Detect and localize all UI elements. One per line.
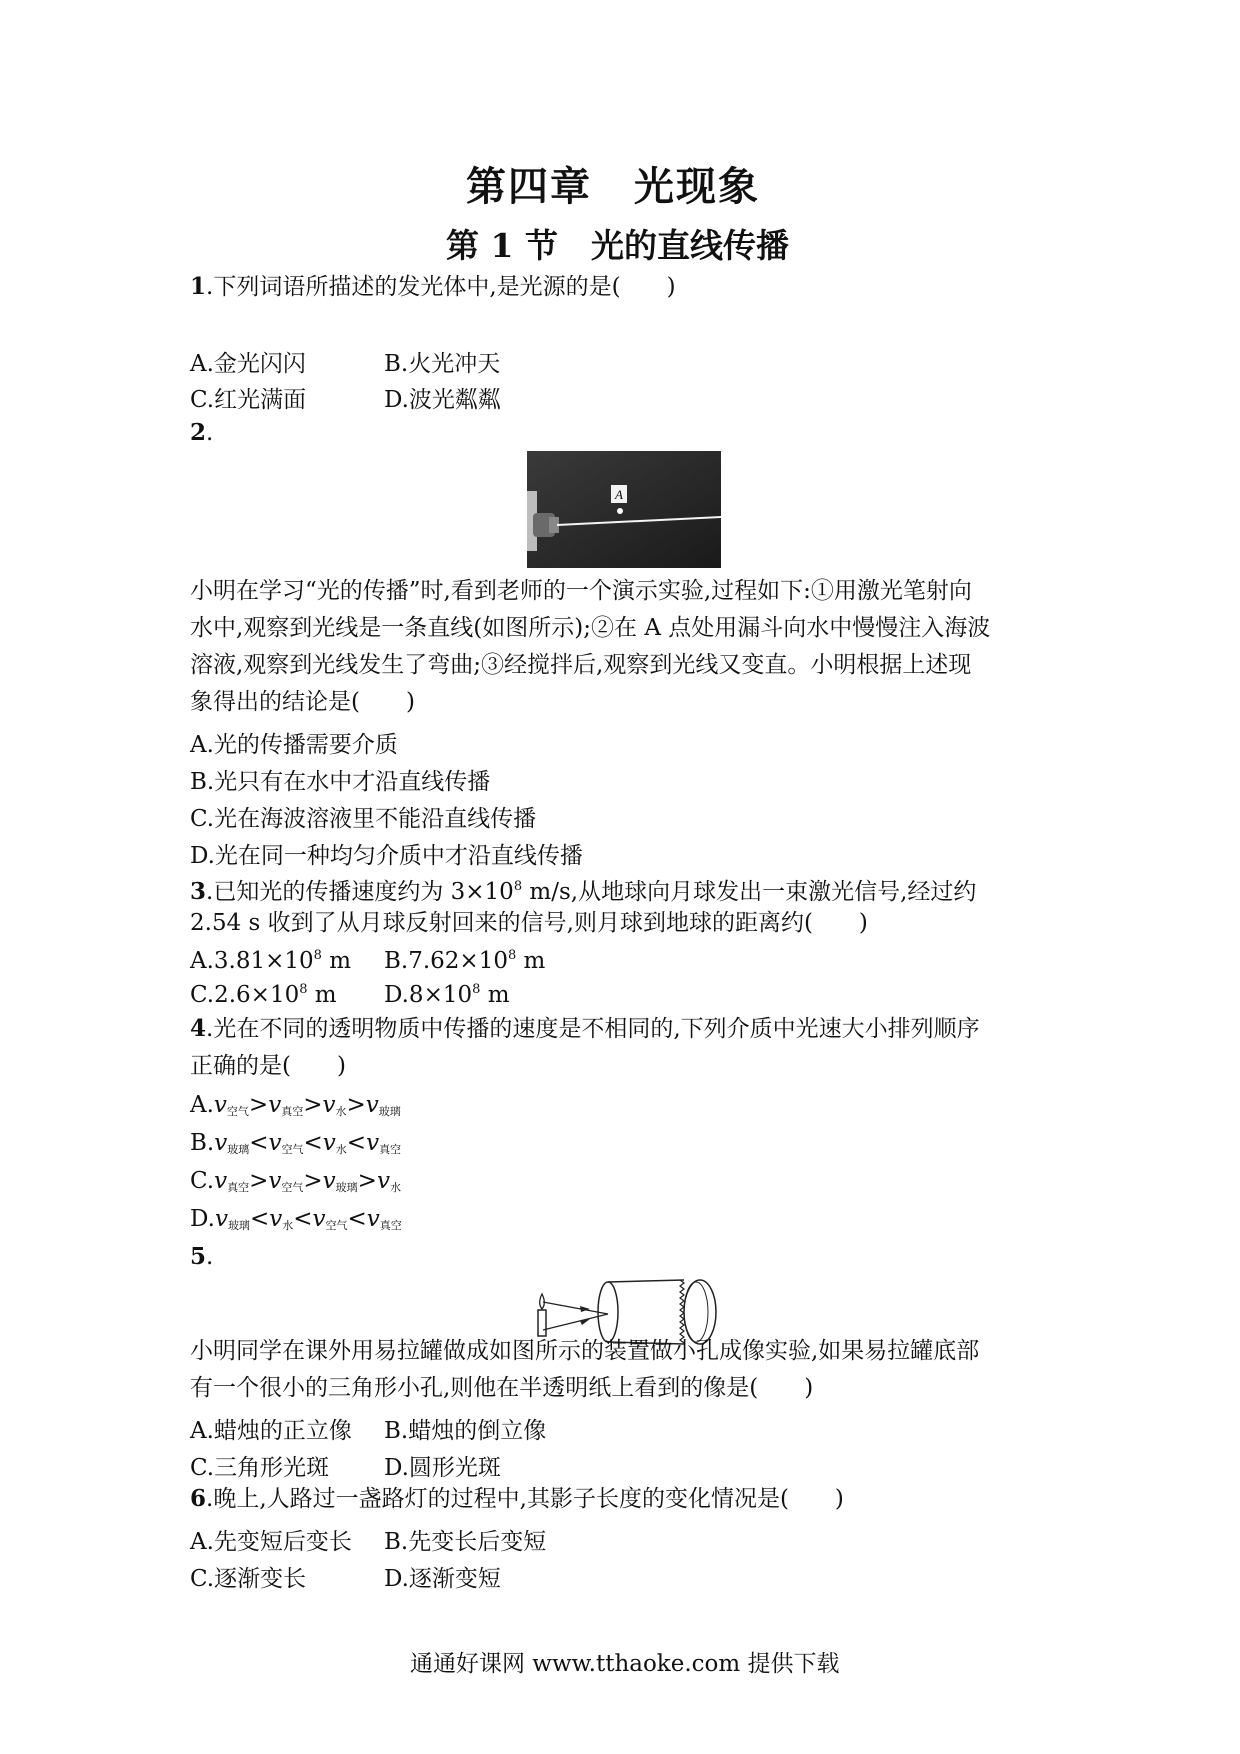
- q5-option-b: B.蜡烛的倒立像: [384, 1418, 547, 1444]
- section-title: 第 1 节 光的直线传播: [446, 226, 789, 265]
- q1-option-a: A.金光闪闪: [190, 351, 306, 377]
- q5-option-d: D.圆形光斑: [384, 1455, 501, 1481]
- figure-point-label: A: [615, 487, 623, 502]
- q2-option-d: D.光在同一种均匀介质中才沿直线传播: [190, 843, 583, 869]
- q4-option-b: $B.v_{玻璃}<v_{空气}<v_水<v_{真空}$: [190, 1130, 402, 1156]
- q4-option-c: $C.v_{真空}>v_{空气}>v_{玻璃}>v_水$: [190, 1168, 401, 1194]
- laser-experiment-photo: [527, 451, 721, 568]
- question-1: [190, 274, 676, 300]
- q2-option-c: C.光在海波溶液里不能沿直线传播: [190, 806, 537, 832]
- question-2-number: 2.: [190, 419, 214, 446]
- q2-option-a: A.光的传播需要介质: [190, 732, 398, 758]
- q5-line-1: 小明同学在课外用易拉罐做成如图所示的装置做小孔成像实验,如果易拉罐底部: [190, 1338, 980, 1364]
- q4-line-2: 正确的是( ): [190, 1053, 346, 1079]
- pinhole-can-figure: [534, 1272, 720, 1348]
- q4-option-a: $A.v_{空气}>v_{真空}>v_水>v_{玻璃}$: [190, 1092, 401, 1118]
- q2-line-3: 溶液,观察到光线发生了弯曲;③经搅拌后,观察到光线又变直。小明根据上述现: [190, 652, 972, 678]
- q5-option-a: A.蜡烛的正立像: [190, 1418, 352, 1444]
- q3-option-d: $D.8\times 10^8$ m: [384, 982, 510, 1008]
- q1-option-d: D.波光粼粼: [384, 387, 501, 413]
- q2-line-1: 小明在学习“光的传播”时,看到老师的一个演示实验,过程如下:①用激光笔射向: [190, 578, 972, 604]
- q5-option-c: C.三角形光斑: [190, 1455, 330, 1481]
- q2-line-2: 水中,观察到光线是一条直线(如图所示);②在 A 点处用漏斗向水中慢慢注入海波: [190, 615, 991, 641]
- q2-option-b: B.光只有在水中才沿直线传播: [190, 769, 491, 795]
- q4-line-1: 4.光在不同的透明物质中传播的速度是不相同的,下列介质中光速大小排列顺序: [190, 1015, 980, 1042]
- q1-option-c: C.红光满面: [190, 387, 307, 413]
- q6-option-b: B.先变长后变短: [384, 1529, 547, 1555]
- q6-option-c: C.逐渐变长: [190, 1566, 307, 1592]
- q3-line-1: 3.已知光的传播速度约为 $3\times 10^8$ m/s,从地球向月球发出一束激光信号,经过约: [190, 878, 977, 905]
- q3-line-2: 2.54 s 收到了从月球反射回来的信号,则月球到地球的距离约( ): [190, 910, 868, 936]
- q6-option-a: A.先变短后变长: [190, 1529, 352, 1555]
- q1-option-b: B.火光冲天: [384, 351, 501, 377]
- q6-option-d: D.逐渐变短: [384, 1566, 501, 1592]
- q3-option-b: $B.7.62\times 10^8$ m: [384, 948, 546, 974]
- q5-line-2: 有一个很小的三角形小孔,则他在半透明纸上看到的像是( ): [190, 1375, 814, 1401]
- q4-option-d: $D.v_{玻璃}<v_水<v_{空气}<v_{真空}$: [190, 1206, 402, 1232]
- q2-line-4: 象得出的结论是( ): [190, 689, 415, 715]
- q3-option-c: $C.2.6\times 10^8$ m: [190, 982, 337, 1008]
- question-1-stem: .下列词语所描述的发光体中,是光源的是( ): [206, 274, 676, 300]
- chapter-title: 第四章 光现象: [466, 163, 760, 210]
- question-5-number: 5.: [190, 1243, 214, 1270]
- question-1-number: 1: [190, 273, 207, 300]
- question-6: 6.晚上,人路过一盏路灯的过程中,其影子长度的变化情况是( ): [190, 1485, 844, 1512]
- q3-option-a: $A.3.81\times 10^8$ m: [190, 948, 352, 974]
- footer-watermark: 通通好课网 www.tthaoke.com 提供下载: [410, 1651, 840, 1677]
